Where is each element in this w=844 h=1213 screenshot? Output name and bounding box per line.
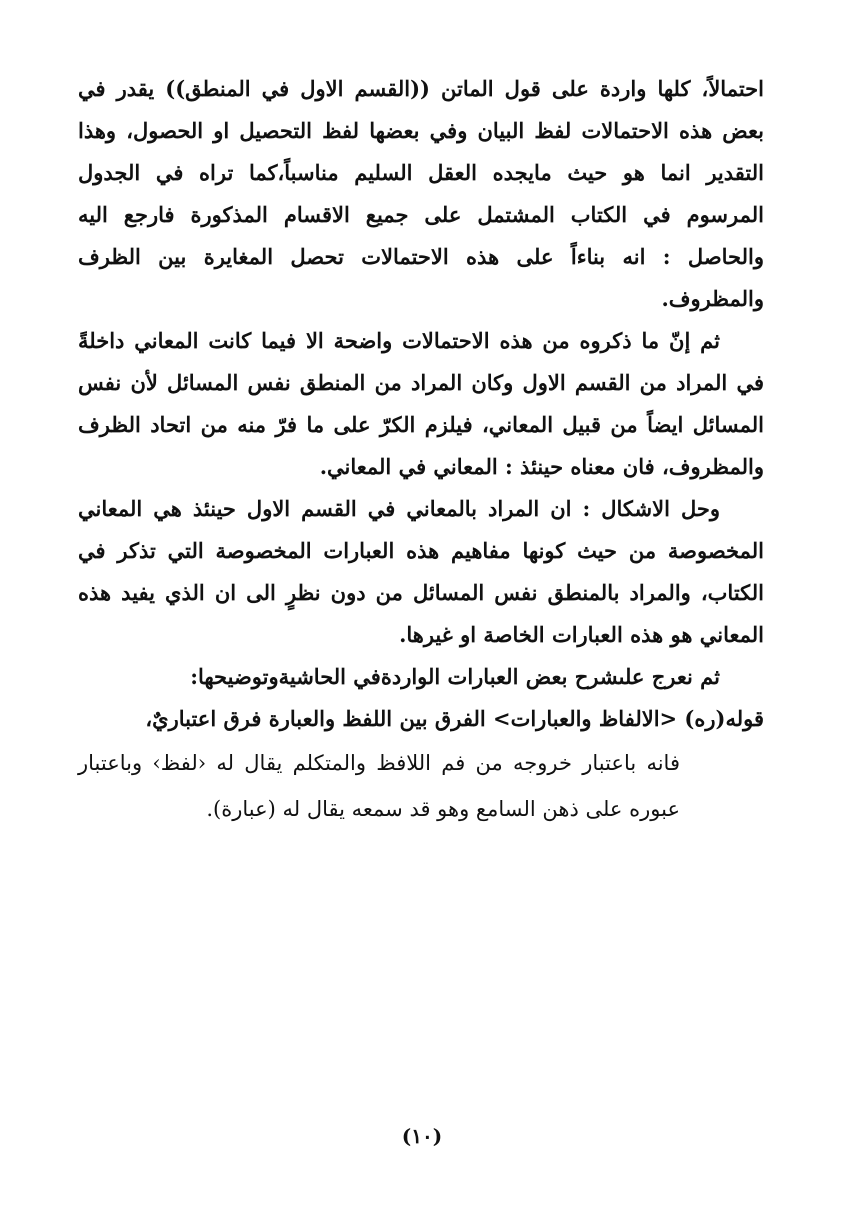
paragraph-1: احتمالاً، كلها واردة على قول الماتن ((القسم الاول في المنطق)) يقدر في بعض هذه الاحتمالات لفظ البيان وفي بعضها لفظ التحصيل او الحصول، وهذا التقدير انما هو حيث مايجده العقل السليم مناسباً،كما تراه في الجدول المرسوم في الكتاب المشتمل على جميع الاقسام المذكورة فارجع اليه والحاصل : انه بناءاً على هذه الاحتمالات تحصل المغايرة بين الظرف والمظروف. — [78, 76, 764, 311]
paragraph-3: وحل الاشكال : ان المراد بالمعاني في القسم الاول حينئذ هي المعاني المخصوصة من حيث كونها مفاهيم هذه العبارات المخصوصة التي تذكر في الكتاب، والمراد بالمنطق نفس المسائل من دون نظرٍ الى ان الذي يفيد هذه المعاني هو هذه العبارات الخاصة او غيرها. — [78, 496, 764, 647]
page-number: (١٠) — [401, 1124, 443, 1148]
paragraph-2: ثم إنّ ما ذكروه من هذه الاحتمالات واضحة الا فيما كانت المعاني داخلةً في المراد من القسم الاول وكان المراد من المنطق نفس المسائل لأن نفس المسائل ايضاً من قبيل المعاني، فيلزم الكرّ على ما فرّ منه من اتحاد الظرف والمظروف، فان معناه حينئذ : المعاني في المعاني. — [78, 328, 764, 479]
quote-heading: قوله(ره) <الالفاظ والعبارات> الفرق بين اللفظ والعبارة فرق اعتباريٌ، — [145, 706, 764, 731]
main-text — [78, 68, 764, 832]
paragraph-4: ثم نعرج علىشرح بعض العبارات الواردةفي الحاشيةوتوضيحها: — [190, 664, 720, 689]
quote-explanation: فانه باعتبار خروجه من فم اللافظ والمتكلم يقال له ‹لفظ› وباعتبار عبوره على ذهن السامع وهو قد سمعه يقال له (عبارة). — [78, 751, 680, 821]
